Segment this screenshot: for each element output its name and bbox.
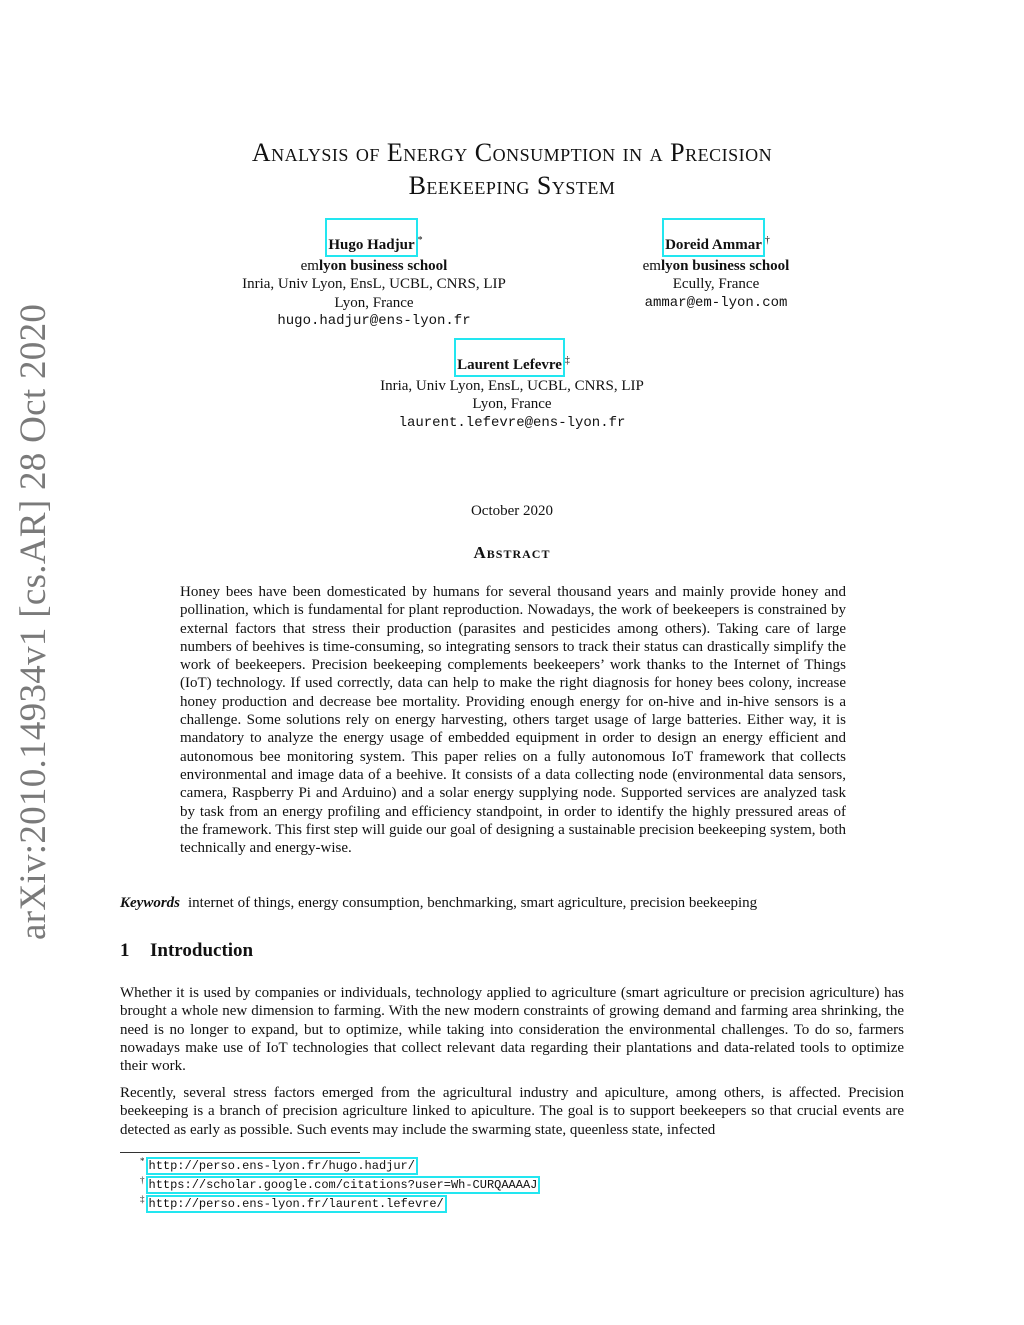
footnote-link[interactable]: http://perso.ens-lyon.fr/laurent.lefevre/ [146,1195,447,1213]
footnote-rule [120,1152,360,1153]
section-title: Introduction [150,940,254,961]
author-name-link[interactable]: Hugo Hadjur [325,218,417,257]
paragraph: Whether it is used by companies or individuals, technology applied to agriculture (smart agriculture or precision agriculture) has brought a whole new dimension to farming. With the new modern constraints of growing demand and farming area shrinking, the need is no longer to expand, but to optimize, while taking into consideration the environmental challenges. To do so, farmers nowadays make use of IoT technologies that collect relevant data regarding their plantations and data-related tools to optimize their work. [120,985,904,1075]
title-line-2: Beekeeping System [408,171,616,200]
author-email[interactable]: ammar@em-lyon.com [644,294,788,311]
author-footnote-mark: † [764,235,770,246]
footnote [140,1194,540,1213]
author-block-3 [300,356,724,432]
title-line-1: Analysis of Energy Consumption in a Precision [251,138,773,167]
footnote-link[interactable]: https://scholar.google.com/citations?user=Wh-CURQAAAAJ [146,1176,541,1194]
author-email[interactable]: laurent.lefevre@ens-lyon.fr [398,414,626,431]
author-name-link[interactable]: Laurent Lefevre [454,338,565,377]
footnote [140,1156,540,1175]
arxiv-stamp: arXiv:2010.14934v1 [cs.AR] 28 Oct 2020 [13,303,54,940]
abstract-body: Honey bees have been domesticated by humans for several thousand years and mainly provide honey and pollination, which is fundamental for plant reproduction. Nowadays, the work of beekeepers is constrained by external factors that stress their production (parasites and pesticides among others). Taking care of large numbers of beehives is time-consuming, so integrating sensors to track their status can drastically simplify the work of beekeepers. Precision beekeeping complements beekeepers’ work thanks to the Internet of Things (IoT) technology. If used correctly, data can help to make the right diagnosis for honey bees colony, increase honey production and decrease bee mortality. Providing enough energy for on-hive and in-hive sensors is a challenge. Some solutions rely on energy harvesting, others target usage of large batteries. Either way, it is mandatory to analyze the energy usage of embedded equipment in order to design an energy efficient and autonomous bee monitoring system. This paper relies on a fully autonomous IoT framework that collects environmental and image data of a beehive. It consists of a data collecting node (environmental data sensors, camera, Raspberry Pi and Arduino) and a solar energy supplying node. Supported services are analyzed task by task from an energy profiling and efficiency standpoint, in order to identify the highly pressured areas of the framework. This first step will guide our goal of designing a sustainable precision beekeeping system, both technically and energy-wise. [180,584,846,857]
author-location: Lyon, France [334,294,414,311]
keywords-list: internet of things, energy consumption, benchmarking, smart agriculture, precision beekeeping [188,895,758,911]
author-name-link[interactable]: Doreid Ammar [662,218,765,257]
paper-title [120,136,904,202]
paper-date: October 2020 [470,503,554,519]
author-affiliation-line: Inria, Univ Lyon, EnsL, UCBL, CNRS, LIP [380,377,644,394]
footnotes [140,1156,540,1213]
footnote-mark: * [140,1156,145,1166]
author-block-2 [600,236,832,312]
footnote-link[interactable]: http://perso.ens-lyon.fr/hugo.hadjur/ [146,1157,418,1175]
keywords-label: Keywords [120,895,180,911]
section-number: 1 [120,940,130,961]
paragraph: Recently, several stress factors emerged from the agricultural industry and apiculture, among others, is affected. Precision beekeeping is a branch of precision agriculture linked to apiculture. The goal is to support beekeepers so that crucial events are detected as early as possible. Such events may include the swarming state, queenless state, infected [120,1085,904,1138]
author-affiliation: emlyon business school [300,257,448,274]
author-block-1 [190,236,558,331]
footnote [140,1175,540,1194]
author-affiliation: emlyon business school [642,257,790,274]
keywords-line [120,895,910,912]
section-heading [120,940,253,962]
author-affiliation-line: Inria, Univ Lyon, EnsL, UCBL, CNRS, LIP [242,276,506,292]
abstract-heading: Abstract [473,543,551,562]
footnote-mark: † [140,1175,145,1185]
author-email[interactable]: hugo.hadjur@ens-lyon.fr [277,313,471,329]
author-location: Lyon, France [472,396,552,412]
footnote-mark: ‡ [140,1194,145,1204]
author-location: Ecully, France [672,276,760,292]
author-footnote-mark: ‡ [564,355,570,366]
author-footnote-mark: * [417,235,423,246]
